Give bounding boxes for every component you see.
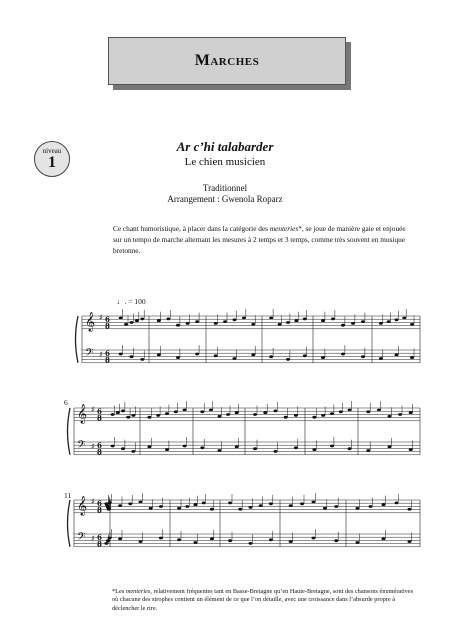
note-head	[242, 317, 246, 320]
note-head	[323, 507, 327, 510]
note-head	[395, 318, 399, 321]
bass-note-head	[119, 353, 123, 356]
note-head	[263, 411, 267, 414]
note-head	[294, 414, 298, 417]
bass-note-head	[410, 356, 414, 359]
note-head	[269, 317, 273, 320]
key-signature-sharp: ♯	[99, 313, 103, 322]
bass-note-head	[294, 446, 298, 449]
bass-note-head	[157, 354, 161, 357]
note-head	[156, 414, 160, 417]
level-label: niveau	[42, 147, 62, 155]
note-head	[361, 320, 365, 323]
time-signature: 6	[97, 533, 102, 542]
note-head	[341, 324, 345, 327]
note-head	[165, 412, 169, 415]
system-brace	[68, 408, 71, 455]
bass-note-head	[289, 540, 293, 543]
key-signature-sharp: ♯	[91, 497, 95, 506]
bass-note-head	[286, 358, 290, 361]
note-head	[116, 411, 120, 414]
tempo-marking: ♩. = 100	[117, 297, 146, 306]
bass-clef: 𝄢	[85, 347, 94, 362]
note-head	[149, 507, 153, 510]
time-signature: 6	[97, 407, 102, 416]
bass-note-head	[361, 355, 365, 358]
bass-note-head	[269, 538, 273, 541]
note-head	[348, 409, 352, 412]
note-head	[226, 413, 230, 416]
note-head	[408, 508, 412, 511]
time-signature: 8	[97, 413, 102, 423]
note-head	[339, 410, 343, 413]
section-title: Marches	[194, 52, 260, 69]
note-head	[140, 318, 144, 321]
note-head	[300, 502, 304, 505]
bass-note-head	[218, 449, 222, 452]
footnote	[112, 588, 420, 613]
key-signature-sharp: ♯	[91, 534, 95, 543]
time-signature: 8	[105, 355, 110, 365]
note-head	[233, 318, 237, 321]
note-head	[210, 508, 214, 511]
key-signature-sharp: ♯	[99, 350, 103, 359]
note-head	[119, 317, 123, 320]
note-head	[131, 414, 135, 417]
intro-italic-term: menteries	[269, 224, 299, 233]
bass-note-head	[253, 447, 257, 450]
note-head	[321, 414, 325, 417]
bass-note-head	[249, 542, 253, 545]
bass-note-head	[382, 538, 386, 541]
key-signature-sharp: ♯	[91, 405, 95, 414]
bass-note-head	[214, 354, 218, 357]
note-head	[202, 502, 206, 505]
bass-note-head	[147, 446, 151, 449]
bass-note-head	[194, 541, 198, 544]
note-head	[126, 416, 130, 419]
note-head	[409, 411, 413, 414]
system-brace	[68, 500, 71, 547]
piece-title: Ar c’hi talabarder	[176, 139, 274, 154]
note-head	[166, 318, 170, 321]
note-head	[176, 324, 180, 327]
key-signature-sharp: ♯	[91, 442, 95, 451]
time-signature: 8	[105, 321, 110, 331]
bass-note-head	[334, 539, 338, 542]
note-head	[253, 413, 257, 416]
note-head	[351, 322, 355, 325]
note-head	[356, 507, 360, 510]
note-head	[183, 409, 187, 412]
note-head	[124, 323, 128, 326]
footnote-text: , relativement fréquentes tant en Basse-Bretagne qu’en Haute-Bretagne, sont des chansons énumératives où chacune des strophes contient un élément de ce que l’on détaille, avec une croissance dans l’absurde propre à déclencher le rire.	[112, 588, 414, 612]
note-head	[321, 319, 325, 322]
intro-text-after: *, se joue de manière gaie et enjouée sur un tempo de marche alternant les mesures à 2 temps et 3 temps, comme très souvent en musique bretonne.	[113, 224, 406, 255]
note-head	[289, 504, 293, 507]
bass-note-head	[379, 357, 383, 360]
bass-note-head	[341, 353, 345, 356]
footnote-italic-term: menteries	[125, 588, 151, 595]
bass-note-head	[200, 446, 204, 449]
bass-note-head	[140, 358, 144, 361]
bass-note-head	[210, 538, 214, 541]
bass-note-head	[395, 354, 399, 357]
bass-note-head	[183, 445, 187, 448]
note-head	[238, 508, 242, 511]
bass-note-head	[388, 446, 392, 449]
footnote-prefix: *Les	[112, 588, 126, 595]
note-head	[388, 415, 392, 418]
note-head	[130, 321, 134, 324]
piece-origin: Traditionnel	[202, 183, 248, 193]
bass-note-head	[121, 447, 125, 450]
note-head	[395, 502, 399, 505]
treble-clef: 𝄞	[77, 404, 88, 424]
note-head	[194, 503, 198, 506]
note-head	[334, 505, 338, 508]
bass-clef: 𝄢	[77, 531, 86, 546]
note-head	[200, 410, 204, 413]
note-head	[186, 322, 190, 325]
intro-text-before: Ce chant humoristique, à placer dans la catégorie des	[113, 224, 270, 233]
bass-note-head	[303, 354, 307, 357]
system-brace	[76, 316, 79, 363]
note-head	[147, 416, 151, 419]
time-signature: 6	[97, 499, 102, 508]
bass-note-head	[269, 355, 273, 358]
note-head	[135, 319, 139, 322]
measure-number: 6	[64, 398, 68, 407]
note-head	[111, 413, 115, 416]
note-head	[274, 410, 278, 413]
note-head	[278, 323, 282, 326]
time-signature: 8	[97, 447, 102, 457]
note-head	[157, 319, 161, 322]
note-head	[249, 506, 253, 509]
bass-note-head	[118, 538, 122, 541]
note-head	[286, 321, 290, 324]
bass-note-head	[106, 539, 110, 542]
bass-note-head	[330, 445, 334, 448]
note-head	[185, 505, 189, 508]
bass-note-head	[408, 540, 412, 543]
bass-note-head	[165, 448, 169, 451]
note-head	[312, 416, 316, 419]
bass-clef: 𝄢	[77, 439, 86, 454]
note-head	[251, 323, 255, 326]
bass-note-head	[366, 449, 370, 452]
note-head	[377, 409, 381, 412]
bass-note-head	[159, 537, 163, 540]
note-head	[369, 505, 373, 508]
note-head	[235, 411, 239, 414]
note-head	[118, 504, 122, 507]
note-head	[174, 410, 178, 413]
note-head	[269, 502, 273, 505]
note-head	[294, 319, 298, 322]
bass-note-head	[111, 445, 115, 448]
bass-note-head	[235, 446, 239, 449]
note-head	[398, 413, 402, 416]
bass-note-head	[131, 450, 135, 453]
note-head	[209, 409, 213, 412]
bass-note-head	[130, 355, 134, 358]
note-head	[330, 412, 334, 415]
bass-note-head	[312, 537, 316, 540]
note-head	[218, 415, 222, 418]
note-head	[387, 320, 391, 323]
note-head	[402, 317, 406, 320]
bass-note-head	[177, 538, 181, 541]
time-signature: 6	[97, 441, 102, 450]
bass-note-head	[228, 539, 232, 542]
bass-note-head	[356, 541, 360, 544]
bass-note-head	[195, 353, 199, 356]
bass-note-head	[176, 356, 180, 359]
note-head	[303, 318, 307, 321]
time-signature: 6	[105, 315, 110, 324]
time-signature: 6	[105, 349, 110, 358]
note-head	[104, 502, 108, 505]
bass-note-head	[312, 448, 316, 451]
note-head	[259, 504, 263, 507]
bass-note-head	[104, 542, 108, 545]
note-head	[159, 505, 163, 508]
bass-note-head	[251, 354, 255, 357]
note-head	[284, 416, 288, 419]
note-head	[410, 323, 414, 326]
note-head	[128, 502, 132, 505]
note-head	[312, 501, 316, 504]
bass-note-head	[274, 450, 278, 453]
bass-note-head	[348, 447, 352, 450]
piece-subtitle: Le chien musicien	[184, 156, 266, 168]
note-head	[214, 322, 218, 325]
bass-note-head	[409, 448, 413, 451]
bass-note-head	[233, 357, 237, 360]
treble-clef: 𝄞	[77, 496, 88, 516]
note-head	[195, 320, 199, 323]
measure-number: 11	[64, 491, 72, 500]
time-signature: 8	[97, 505, 102, 515]
bass-note-head	[321, 356, 325, 359]
note-head	[366, 410, 370, 413]
level-number: 1	[48, 154, 56, 171]
note-head	[121, 410, 125, 413]
treble-clef: 𝄞	[85, 312, 96, 332]
note-head	[223, 320, 227, 323]
time-signature: 8	[97, 539, 102, 549]
note-head	[177, 507, 181, 510]
note-head	[379, 322, 383, 325]
note-head	[139, 501, 143, 504]
note-head	[331, 318, 335, 321]
note-head	[228, 502, 232, 505]
bass-note-head	[139, 540, 143, 543]
piece-arrangement: Arrangement : Gwenola Roparz	[167, 194, 283, 204]
note-head	[382, 503, 386, 506]
